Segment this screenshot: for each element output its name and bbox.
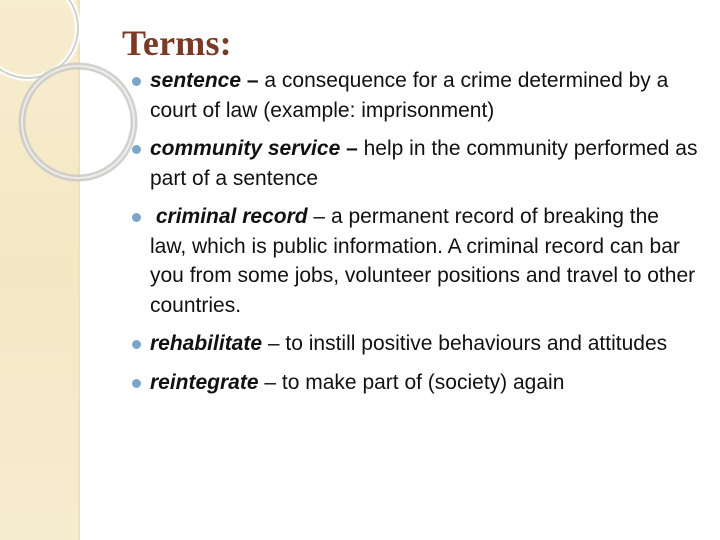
term-item-community-service bbox=[130, 134, 700, 193]
ring-middle-highlight bbox=[22, 66, 134, 178]
terms-list bbox=[130, 66, 700, 406]
bullet-icon bbox=[132, 379, 141, 388]
term-label: rehabilitate bbox=[150, 332, 263, 355]
bullet-icon bbox=[132, 145, 141, 154]
term-separator: – bbox=[262, 332, 286, 355]
slide-title: Terms: bbox=[122, 23, 232, 63]
term-item-sentence bbox=[130, 66, 700, 125]
term-separator: – bbox=[307, 205, 331, 228]
bullet-icon bbox=[132, 77, 141, 86]
term-item-rehabilitate bbox=[130, 329, 700, 359]
term-definition: help in the community performed as part of a sentence bbox=[150, 137, 698, 190]
bullet-icon bbox=[132, 213, 141, 222]
term-separator: – bbox=[241, 69, 265, 92]
term-item-criminal-record bbox=[130, 202, 700, 320]
term-separator: – bbox=[340, 137, 364, 160]
term-definition: to make part of (society) again bbox=[281, 370, 565, 394]
term-item-reintegrate bbox=[130, 368, 700, 398]
bullet-icon bbox=[132, 340, 141, 349]
term-label: community service bbox=[150, 137, 341, 160]
term-definition: a consequence for a crime determined by a court of law (example: imprisonment) bbox=[150, 69, 669, 122]
term-label: reintegrate bbox=[150, 370, 259, 394]
term-label: sentence bbox=[150, 69, 242, 92]
term-separator: – bbox=[258, 370, 282, 394]
term-definition: a permanent record of breaking the law, which is public information. A criminal record can bar you from some jobs, volunteer positions and travel to other countries. bbox=[150, 205, 696, 317]
term-definition: to instill positive behaviours and attitudes bbox=[285, 332, 668, 355]
term-label: criminal record bbox=[155, 205, 308, 228]
